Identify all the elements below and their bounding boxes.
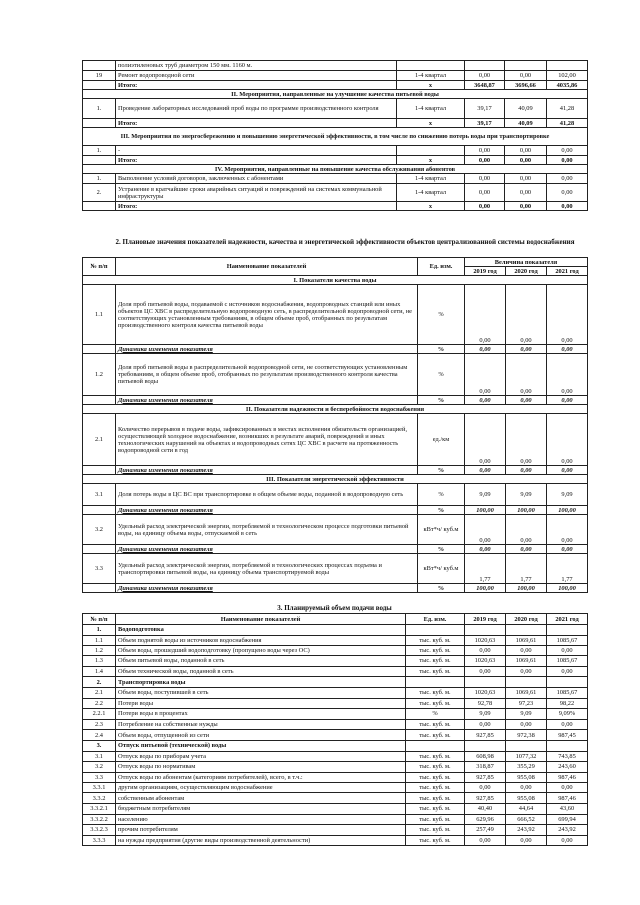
- table-row: 2.2.1 Потери воды в процентах % 9,09 9,09 9,09%: [83, 709, 588, 720]
- section-title: 3. Планируемый объем подачи воды: [277, 604, 392, 612]
- table-row: 3.3.3 на нужды предприятия (другие виды производственной деятельности) тыс. куб. м. 0,00 0,00 0,00: [83, 835, 588, 845]
- section-row: 3. Отпуск питьевой (технической) воды: [83, 740, 588, 751]
- total-row: Итого: х 0,00 0,00 0,00: [83, 202, 588, 211]
- dynamics-row: Динамика изменения показателя % 0,00 0,00 0,00: [83, 466, 588, 475]
- table-row: 1.1 Объем поднятой воды из источников водоснабжения тыс. куб. м. 1020,63 1069,61 1085,67: [83, 635, 588, 646]
- table-row: 3.3.2.3 прочим потребителям тыс. куб. м. 257,49 243,92 243,92: [83, 825, 588, 836]
- section-header: II. Показатели надежности и бесперебойности водоснабжения: [83, 405, 588, 414]
- table-row: 2. Устранение в кратчайшие сроки аварийных ситуаций и повреждений на системах коммунальной инфраструктуры 1-4 квартал 0,00 0,00 0,00: [83, 184, 588, 202]
- header-unit: Ед. изм.: [418, 258, 465, 276]
- table-row: 1. - 0,00 0,00 0,00: [83, 146, 588, 156]
- table-row: 2.3 Потребление на собственные нужды тыс. куб. м. 0,00 0,00 0,00: [83, 719, 588, 730]
- table-row: 2.1 Количество перерывов в подаче воды, зафиксированных в местах исполнения обязательств организацией, осуществляющей холодное водоснабжение, возникших в результате аварий, повреждений и иных технологических нарушений на объектах и водопроводных сетях ЦС ХВС в расчете на протяженность водопроводной сети в год ед./км 0,00 0,00 0,00: [83, 414, 588, 466]
- measures-table: [82, 60, 588, 211]
- table-row: 1. Выполнение условий договоров, заключенных с абонентами 1-4 квартал 0,00 0,00 0,00: [83, 174, 588, 184]
- section-header: III. Мероприятия по энергосбережению и повышению энергетической эффективности, в том числе по снижению потерь воды при транспортировке: [83, 128, 588, 146]
- header-name: Наименование показателей: [116, 614, 406, 625]
- table-row: 2.4 Объем воды, отпущенной из сети тыс. куб. м. 927,85 972,38 987,45: [83, 730, 588, 741]
- table-row: 1.1 Доля проб питьевой воды, подаваемой с источников водоснабжения, водопроводных станций или иных объектов ЦС ХВС в распределительную водопроводную сеть, в распределительной водопроводной сети, не соответствующих установленным требованиям, в общем объеме проб, отобранных по результатам производственного контроля качества питьевой воды % 0,00 0,00 0,00: [83, 285, 588, 345]
- header-name: Наименование показателей: [116, 258, 418, 276]
- table-row: 1.4 Объем технической воды, поданной в сеть тыс. куб. м. 0,00 0,00 0,00: [83, 666, 588, 677]
- dynamics-row: Динамика изменения показателя % 100,00 100,00 100,00: [83, 584, 588, 593]
- header-num: № п/п: [83, 258, 116, 276]
- dynamics-row: Динамика изменения показателя % 0,00 0,00 0,00: [83, 345, 588, 354]
- table-row: 3.3.2.2 населению тыс. куб. м. 629,96 666,52 699,94: [83, 814, 588, 825]
- table-row: полиэтиленовых труб диаметром 150 мм. 1160 м.: [83, 61, 588, 71]
- table-row: 2.2 Потери воды тыс. куб. м. 92,78 97,23 98,22: [83, 698, 588, 709]
- table-row: 3.1 Отпуск воды по приборам учета тыс. куб. м. 608,98 1077,32 743,85: [83, 751, 588, 762]
- section-row: 2. Транспортировка воды: [83, 677, 588, 688]
- header-group: Величина показателя: [465, 258, 588, 267]
- supply-volume-table: [82, 613, 588, 846]
- table-row: 2.1 Объем воды, поступившей в сеть тыс. куб. м. 1020,63 1069,61 1085,67: [83, 687, 588, 698]
- table-row: 3.1 Доля потерь воды в ЦС ВС при транспортировке в общем объеме воды, поданной в водопроводную сеть % 9,09 9,09 9,09: [83, 484, 588, 506]
- header-year: 2020 год: [506, 614, 547, 625]
- table-row: 1.3 Объем питьевой воды, поданной в сеть тыс. куб. м. 1020,63 1069,61 1085,67: [83, 656, 588, 667]
- section-title: 2. Плановые значения показателей надежности, качества и энергетической эффективности объектов централизованной системы водоснабжения: [115, 238, 575, 246]
- table-row: 19 Ремонт водопроводной сети 1-4 квартал 0,00 0,00 102,00: [83, 71, 588, 81]
- header-year: 2021 год: [547, 267, 588, 276]
- table-row: 1. Проведение лабораторных исследований проб воды по программе производственного контроля 1-4 квартал 39,17 40,09 41,28: [83, 99, 588, 119]
- table-row: 3.3 Отпуск воды по абонентам (категориям потребителей), всего, в т.ч.: тыс. куб. м. 927,85 955,08 987,46: [83, 772, 588, 782]
- section-row: 1. Водоподготовка: [83, 625, 588, 636]
- table-row: 3.3.2.1 бюджетным потребителям тыс. куб. м. 40,40 44,64 43,60: [83, 803, 588, 814]
- table-row: 1.2 Доля проб питьевой воды в распределительной водопроводной сети, не соответствующих установленным требованиям, в общем объеме проб, отобранных по результатам производственного контроля качества питьевой воды % 0,00 0,00 0,00: [83, 354, 588, 396]
- header-year: 2019 год: [465, 267, 506, 276]
- indicators-table: [82, 257, 588, 593]
- dynamics-row: Динамика изменения показателя % 0,00 0,00 0,00: [83, 396, 588, 405]
- table-row: 3.3.1 другим организациям, осуществляющим водоснабжение тыс. куб. м. 0,00 0,00 0,00: [83, 782, 588, 793]
- table-row: 1.2 Объем воды, прошедший водоподготовку (пропущено воды через ОС) тыс. куб. м. 0,00 0,00 0,00: [83, 646, 588, 656]
- table-row: 3.2 Удельный расход электрической энергии, потребляемой в технологическом процессе подготовки питьевой воды, на единицу объема воды, отпускаемой в сеть кВт*ч/ куб.м 0,00 0,00 0,00: [83, 515, 588, 545]
- total-row: Итого: х 0,00 0,00 0,00: [83, 156, 588, 165]
- section-header: III. Показатели энергетической эффективности: [83, 475, 588, 484]
- section-header: I. Показатели качества воды: [83, 276, 588, 285]
- total-row: Итого: х 3648,87 3696,66 4035,86: [83, 81, 588, 90]
- dynamics-row: Динамика изменения показателя % 100,00 100,00 100,00: [83, 506, 588, 515]
- dynamics-row: Динамика изменения показателя % 0,00 0,00 0,00: [83, 545, 588, 554]
- header-num: № п/п: [83, 614, 116, 625]
- header-year: 2021 год: [547, 614, 588, 625]
- header-year: 2020 год: [506, 267, 547, 276]
- total-row: Итого: х 39,17 40,09 41,28: [83, 119, 588, 128]
- header-unit: Ед. изм.: [406, 614, 465, 625]
- table-row: 3.3.2 собственным абонентам тыс. куб. м. 927,85 955,08 987,46: [83, 793, 588, 804]
- table-row: 3.3 Удельный расход электрической энергии, потребляемой в технологических процессах подъема и транспортировки питьевой воды, на единицу объема транспортируемой воды кВт*ч/ куб.м 1,77 1,77 1,77: [83, 554, 588, 584]
- section-header: IV. Мероприятия, направленные на повышение качества обслуживания абонентов: [83, 165, 588, 174]
- table-row: 3.2 Отпуск воды по нормативам тыс. куб. м. 318,87 355,29 243,60: [83, 762, 588, 773]
- section-header: II. Мероприятия, направленные на улучшение качества питьевой воды: [83, 90, 588, 99]
- header-year: 2019 год: [465, 614, 506, 625]
